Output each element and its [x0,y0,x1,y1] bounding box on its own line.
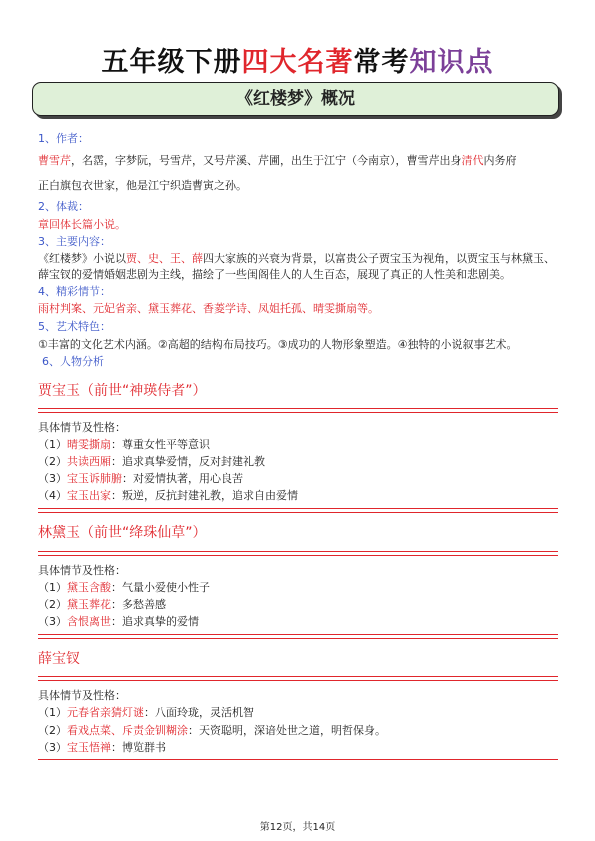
trait-item [38,739,558,756]
trait-item [38,704,558,721]
trait-desc: ：叛逆，反抗封建礼教，追求自由爱情 [111,489,298,503]
trait-num: （3） [38,472,67,486]
trait-item [38,470,558,487]
trait-plot: 看戏点菜、斥责金钏糊涂 [67,723,188,737]
trait-num: （1） [38,580,67,594]
author-name: 曹雪芹 [38,153,71,167]
content-text-b: 四大家族的兴衰为背景，以富贵公子贾宝玉为视角，以贾宝玉与林黛玉、薛宝钗的爱情婚姻悲剧为主线，描绘了一些闺阁佳人的人生百态，展现了真正的人性美和悲剧美。 [38,251,555,281]
trait-plot: 宝玉出家 [67,489,111,503]
genre-heading: 2、体裁： [38,200,89,214]
author-dynasty: 清代 [461,153,484,167]
divider-double [38,634,558,639]
trait-num: （2） [38,455,67,469]
trait-num: （1） [38,706,67,720]
character-block [38,645,558,760]
page-number: 第12页，共14页 [259,822,336,833]
section-banner: 《红楼梦》概况 [32,82,559,116]
trait-desc: ：天资聪明，深谙处世之道，明哲保身。 [188,723,386,737]
trait-plot: 晴雯撕扇 [67,438,111,452]
character-traits [38,556,558,630]
trait-desc: ：八面玲珑，灵活机智 [144,706,254,720]
trait-desc: ：多愁善感 [111,597,166,611]
author-bio-cont: 内务府 [483,153,517,167]
trait-plot: 黛玉含酸 [67,580,111,594]
page-title [0,40,595,79]
author-bio: ，名霑，字梦阮，号雪芹，又号芹溪、芹圃，出生于江宁（今南京），曹雪芹出身 [71,153,462,167]
author-heading: 1、作者： [38,132,89,145]
genre-text: 章回体长篇小说。 [38,217,126,231]
trait-plot: 元春省亲猜灯谜 [67,706,144,720]
trait-num: （2） [38,723,67,737]
author-bio-end: 正白旗包衣世家，他是江宁织造曹寅之孙。 [38,178,247,192]
divider-single [38,759,558,760]
four-families: 贾、史、王、薛 [126,251,203,265]
trait-item [38,579,558,596]
trait-num: （2） [38,597,67,611]
trait-plot: 宝玉悟禅 [67,740,111,754]
trait-desc: ：追求真挚爱情，反对封建礼教 [111,455,265,469]
character-name: 林黛玉（前世“绛珠仙草”） [38,525,207,542]
plots-text: 雨村判案、元妃省亲、黛玉葬花、香菱学诗、凤姐托孤、晴雯撕扇等。 [38,302,379,316]
trait-plot: 含恨离世 [67,614,111,628]
content-text [38,251,558,283]
trait-plot: 共读西厢 [67,455,111,469]
art-heading: 5、艺术特色： [38,320,111,334]
traits-label: 具体情节及性格： [38,421,126,435]
art-text: ①丰富的文化艺术内涵。②高超的结构布局技巧。③成功的人物形象塑造。④独特的小说叙事艺术。 [38,337,518,351]
character-traits [38,413,558,504]
trait-plot: 宝玉诉肺腑 [67,472,122,486]
trait-num: （3） [38,614,67,628]
trait-item [38,596,558,613]
trait-desc: ：追求真挚的爱情 [111,614,199,628]
character-block [38,519,558,639]
plots-heading: 4、精彩情节： [38,284,111,298]
trait-item [38,453,558,470]
author-text [38,148,558,199]
title-part-classics: 四大名著 [241,47,354,78]
character-block [38,377,558,514]
trait-item [38,613,558,630]
trait-desc: ：博览群书 [111,740,166,754]
trait-item [38,722,558,739]
content-text-a: 《红楼梦》小说以 [38,251,126,265]
analysis-heading: 6、人物分析 [42,355,104,369]
character-name: 薛宝钗 [38,651,80,668]
trait-desc: ：气量小爱使小性子 [111,580,210,594]
trait-num: （3） [38,740,67,754]
title-part-grade: 五年级下册 [101,47,242,78]
title-part-common: 常考 [353,47,410,78]
title-part-knowledge: 知识点 [409,47,494,78]
traits-label: 具体情节及性格： [38,689,126,703]
character-name: 贾宝玉（前世“神瑛侍者”） [38,382,207,399]
trait-desc: ：对爱情执著，用心良苦 [122,472,243,486]
trait-num: （1） [38,438,67,452]
traits-label: 具体情节及性格： [38,563,126,577]
trait-plot: 黛玉葬花 [67,597,111,611]
trait-desc: ：尊重女性平等意识 [111,438,210,452]
trait-num: （4） [38,489,67,503]
trait-item [38,436,558,453]
main-content [38,130,558,760]
character-traits [38,681,558,755]
content-heading: 3、主要内容： [38,235,111,249]
divider-double [38,508,558,513]
trait-item [38,487,558,504]
